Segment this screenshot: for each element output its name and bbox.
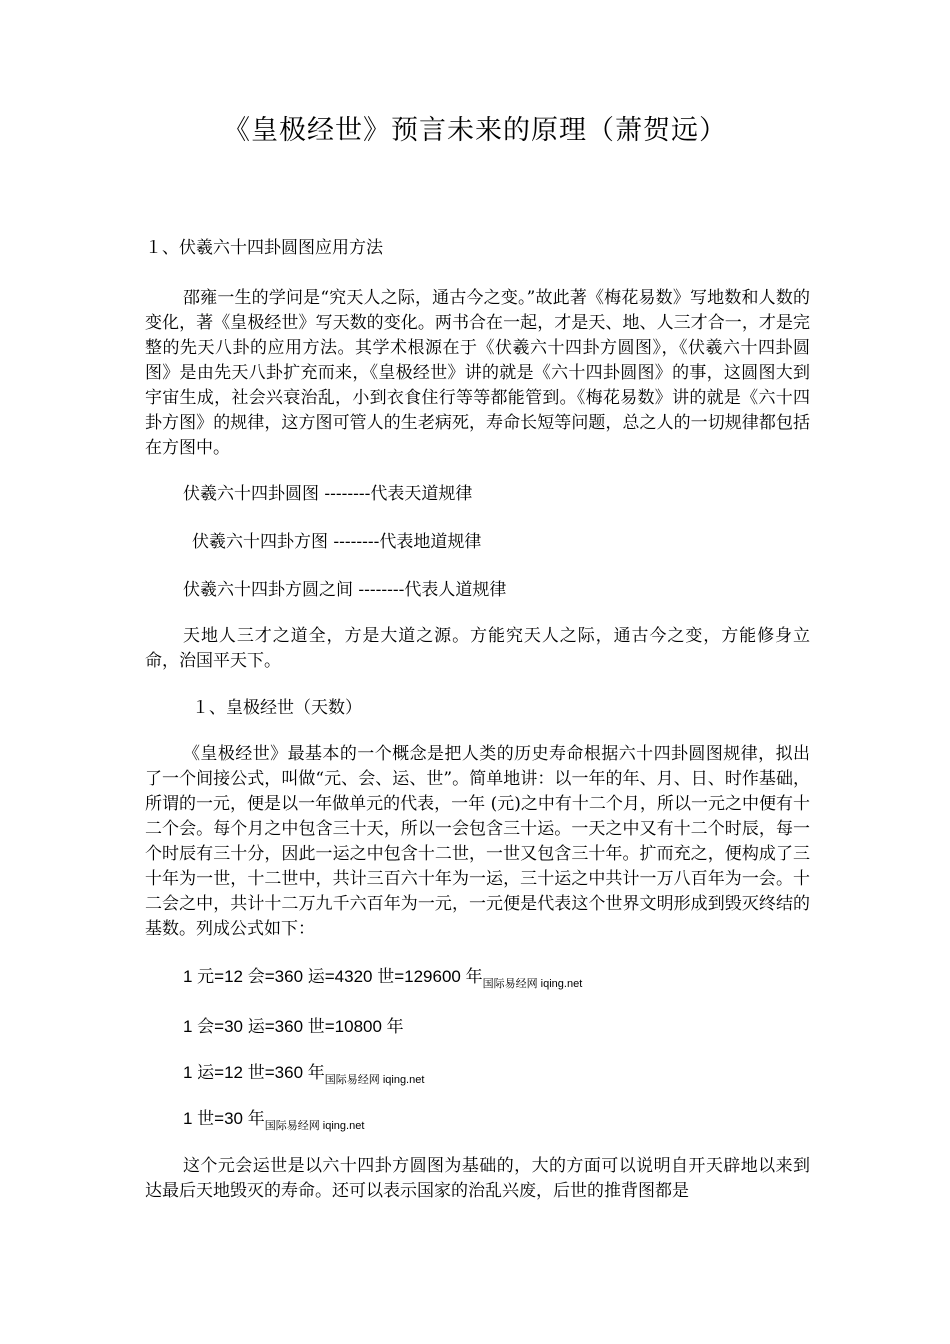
formula-yuan <box>183 964 848 997</box>
line-fangyuan: 伏羲六十四卦方圆之间 --------代表人道规律 <box>183 580 507 600</box>
document-title: 《皇极经世》预言未来的原理（萧贺远） <box>223 115 727 146</box>
formula-text: 1 世=30 年 <box>183 1109 265 1128</box>
paragraph-conclusion: 这个元会运世是以六十四卦方圆图为基础的，大的方面可以说明自开天辟地以来到达最后天地毁灭的寿命。还可以表示国家的治乱兴废，后世的推背图都是 <box>145 1156 810 1201</box>
formula-shi <box>183 1106 848 1139</box>
formula-text: 1 会=30 运=360 世=10800 年 <box>183 1017 404 1036</box>
paragraph-sancai: 天地人三才之道全，方是大道之源。方能究天人之际，通古今之变，方能修身立命，治国平天下。 <box>145 626 810 671</box>
line-fangtu: 伏羲六十四卦方图 --------代表地道规律 <box>192 532 482 552</box>
paragraph-yuanhuiyunshi: 《皇极经世》最基本的一个概念是把人类的历史寿命根据六十四卦圆图规律，拟出了一个间接公式，叫做“元、会、运、世”。简单地讲：以一年的年、月、日、时作基础，所谓的一元，便是以一年做单元的代表，一年 (元)之中有十二个月，所以一元之中便有十二个会。每个月之中包含三十天，所以一会包含三十运。一天之中又有十二个时辰，每一个时辰有三十分，因此一运之中包含十二世，一世又包含三十年。扩而充之，便构成了三十年为一世，十二世中，共计三百六十年为一运，三十运之中共计一万八百年为一会。十二会之中，共计十二万九千六百年为一元，一元便是代表这个世界文明形成到毁灭终结的基数。列成公式如下： <box>145 744 810 939</box>
formula-hui <box>183 1014 848 1039</box>
line-yuantu: 伏羲六十四卦圆图 --------代表天道规律 <box>183 484 473 504</box>
formula-yun <box>183 1060 848 1093</box>
subsection-heading: １、皇极经世（天数） <box>192 698 362 718</box>
paragraph-intro: 邵雍一生的学问是“究天人之际，通古今之变。”故此著《梅花易数》写地数和人数的变化，著《皇极经世》写天数的变化。两书合在一起，才是天、地、人三才合一，才是完整的先天八卦的应用方法。其学术根源在于《伏羲六十四卦方圆图》，《伏羲六十四卦圆图》是由先天八卦扩充而来，《皇极经世》讲的就是《六十四卦圆图》的事，这圆图大到宇宙生成，社会兴衰治乱，小到衣食住行等等都能管到。《梅花易数》讲的就是《六十四卦方图》的规律，这方图可管人的生老病死，寿命长短等问题，总之人的一切规律都包括在方图中。 <box>145 288 810 458</box>
formula-text: 1 元=12 会=360 运=4320 世=129600 年 <box>183 967 483 986</box>
formula-text: 1 运=12 世=360 年 <box>183 1063 325 1082</box>
watermark-text: 国际易经网 iqing.net <box>482 978 583 990</box>
watermark-text: 国际易经网 iqing.net <box>264 1120 365 1132</box>
section-heading: １、伏羲六十四卦圆图应用方法 <box>145 238 383 258</box>
watermark-text: 国际易经网 iqing.net <box>324 1074 425 1086</box>
